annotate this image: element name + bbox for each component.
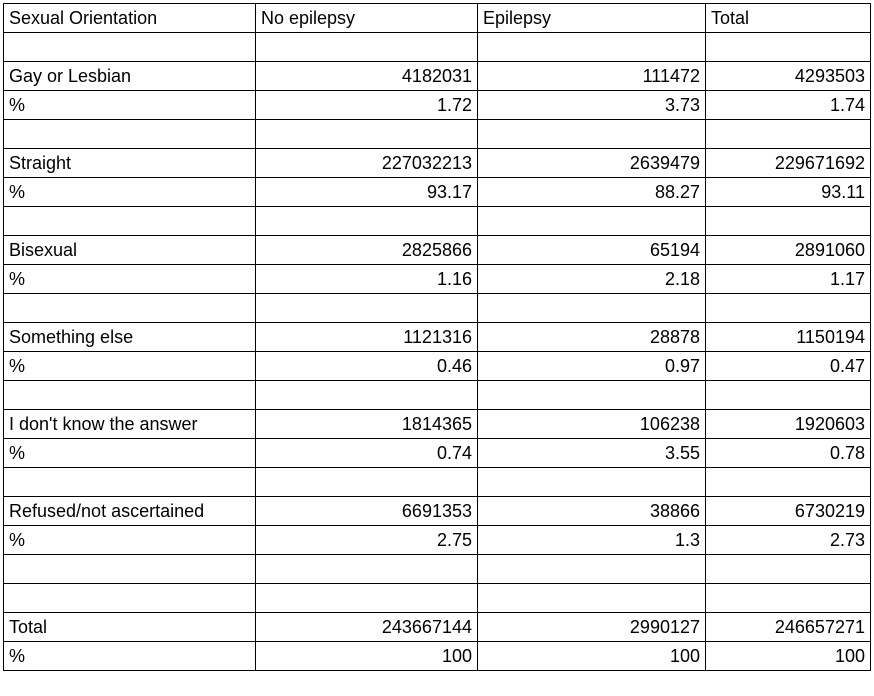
table-row: [4, 352, 871, 381]
table-row: [4, 439, 871, 468]
table-row: [4, 323, 871, 352]
value-cell: [256, 584, 478, 613]
table-row: [4, 555, 871, 584]
table-row: [4, 149, 871, 178]
table-row: [4, 294, 871, 323]
value-cell: 100: [706, 642, 871, 671]
row-label-cell: %: [4, 642, 256, 671]
table-row: [4, 236, 871, 265]
value-cell: 38866: [478, 497, 706, 526]
table-body: [4, 33, 871, 671]
row-label-cell: Something else: [4, 323, 256, 352]
value-cell: 2825866: [256, 236, 478, 265]
value-cell: 88.27: [478, 178, 706, 207]
sexual-orientation-table: [3, 3, 871, 671]
row-label-cell: Bisexual: [4, 236, 256, 265]
value-cell: [706, 120, 871, 149]
value-cell: 2891060: [706, 236, 871, 265]
table-row: [4, 410, 871, 439]
value-cell: 229671692: [706, 149, 871, 178]
row-label-cell: Straight: [4, 149, 256, 178]
value-cell: 106238: [478, 410, 706, 439]
table-row: [4, 584, 871, 613]
value-cell: 6730219: [706, 497, 871, 526]
value-cell: [706, 584, 871, 613]
value-cell: [478, 468, 706, 497]
value-cell: 100: [256, 642, 478, 671]
table-row: [4, 178, 871, 207]
value-cell: [256, 555, 478, 584]
value-cell: 93.11: [706, 178, 871, 207]
value-cell: 65194: [478, 236, 706, 265]
value-cell: 4182031: [256, 62, 478, 91]
row-label-cell: %: [4, 352, 256, 381]
table-row: [4, 381, 871, 410]
header-row: [4, 4, 871, 33]
value-cell: 1.72: [256, 91, 478, 120]
value-cell: [478, 207, 706, 236]
row-label-cell: Total: [4, 613, 256, 642]
value-cell: [478, 555, 706, 584]
value-cell: 2990127: [478, 613, 706, 642]
value-cell: [706, 468, 871, 497]
value-cell: [256, 468, 478, 497]
value-cell: [256, 33, 478, 62]
value-cell: 0.47: [706, 352, 871, 381]
value-cell: 28878: [478, 323, 706, 352]
value-cell: 1.74: [706, 91, 871, 120]
value-cell: 2.18: [478, 265, 706, 294]
row-label-cell: [4, 207, 256, 236]
value-cell: 2.75: [256, 526, 478, 555]
value-cell: [478, 120, 706, 149]
row-label-cell: [4, 555, 256, 584]
value-cell: 1.16: [256, 265, 478, 294]
value-cell: [706, 555, 871, 584]
value-cell: 111472: [478, 62, 706, 91]
value-cell: [478, 294, 706, 323]
row-label-cell: [4, 381, 256, 410]
row-label-cell: [4, 584, 256, 613]
table-row: [4, 120, 871, 149]
value-cell: 2.73: [706, 526, 871, 555]
value-cell: 93.17: [256, 178, 478, 207]
value-cell: [256, 381, 478, 410]
value-cell: 6691353: [256, 497, 478, 526]
row-label-cell: %: [4, 265, 256, 294]
header-no-epilepsy: No epilepsy: [256, 4, 478, 33]
table-row: [4, 526, 871, 555]
value-cell: [706, 381, 871, 410]
value-cell: 1150194: [706, 323, 871, 352]
header-total: Total: [706, 4, 871, 33]
value-cell: [706, 207, 871, 236]
table-row: [4, 497, 871, 526]
value-cell: 4293503: [706, 62, 871, 91]
value-cell: 1.17: [706, 265, 871, 294]
header-epilepsy: Epilepsy: [478, 4, 706, 33]
row-label-cell: %: [4, 178, 256, 207]
row-label-cell: Gay or Lesbian: [4, 62, 256, 91]
row-label-cell: Refused/not ascertained: [4, 497, 256, 526]
table-row: [4, 62, 871, 91]
value-cell: 246657271: [706, 613, 871, 642]
table-row: [4, 33, 871, 62]
row-label-cell: [4, 468, 256, 497]
value-cell: 0.74: [256, 439, 478, 468]
value-cell: [478, 381, 706, 410]
value-cell: 0.46: [256, 352, 478, 381]
value-cell: [706, 294, 871, 323]
header-sexual-orientation: Sexual Orientation: [4, 4, 256, 33]
value-cell: 0.97: [478, 352, 706, 381]
value-cell: 227032213: [256, 149, 478, 178]
value-cell: 3.73: [478, 91, 706, 120]
value-cell: 3.55: [478, 439, 706, 468]
table-row: [4, 468, 871, 497]
value-cell: 243667144: [256, 613, 478, 642]
value-cell: 1920603: [706, 410, 871, 439]
value-cell: 0.78: [706, 439, 871, 468]
table-row: [4, 265, 871, 294]
row-label-cell: %: [4, 91, 256, 120]
table-row: [4, 207, 871, 236]
row-label-cell: [4, 294, 256, 323]
table-row: [4, 613, 871, 642]
row-label-cell: I don't know the answer: [4, 410, 256, 439]
value-cell: [706, 33, 871, 62]
value-cell: 1814365: [256, 410, 478, 439]
value-cell: [478, 584, 706, 613]
value-cell: 100: [478, 642, 706, 671]
table-row: [4, 91, 871, 120]
table-row: [4, 642, 871, 671]
value-cell: 1121316: [256, 323, 478, 352]
row-label-cell: [4, 33, 256, 62]
value-cell: [256, 207, 478, 236]
row-label-cell: %: [4, 439, 256, 468]
value-cell: 2639479: [478, 149, 706, 178]
value-cell: [478, 33, 706, 62]
value-cell: [256, 294, 478, 323]
row-label-cell: [4, 120, 256, 149]
value-cell: 1.3: [478, 526, 706, 555]
row-label-cell: %: [4, 526, 256, 555]
value-cell: [256, 120, 478, 149]
